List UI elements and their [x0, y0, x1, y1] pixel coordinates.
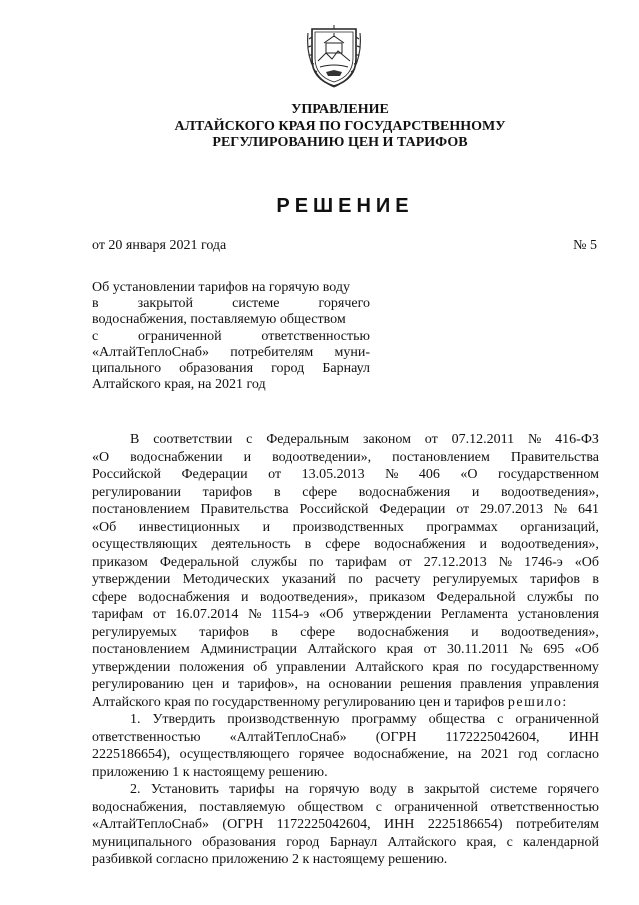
- body-word: горячего: [547, 782, 599, 797]
- subject-line: [92, 361, 370, 377]
- body-word: утверждении: [352, 607, 432, 622]
- body-word: Российской: [92, 467, 161, 482]
- body-word: на: [457, 747, 472, 762]
- body-word: об: [253, 659, 268, 675]
- body-word: тарифов: [202, 484, 253, 500]
- body-word: государственному: [491, 659, 599, 675]
- body-word: государственном: [498, 467, 599, 482]
- body-word: постановлением: [392, 449, 490, 465]
- body-word: ИНН: [568, 729, 599, 745]
- body-word: Алтайского: [387, 834, 457, 850]
- document-number: № 5: [573, 238, 597, 253]
- subject-word: системе: [232, 296, 280, 312]
- body-line: [92, 589, 599, 607]
- body-word: «Об: [318, 607, 344, 622]
- body-line: [92, 816, 599, 834]
- paragraph-preamble: [92, 431, 599, 711]
- body-word: Регламента: [440, 607, 509, 622]
- body-word: 641: [577, 502, 599, 517]
- body-word: по: [584, 589, 599, 605]
- body-word: и: [221, 677, 230, 692]
- subject-word: «АлтайТеплоСнаб»: [92, 344, 209, 360]
- body-word: водоснабжение,: [353, 747, 449, 762]
- body-word: постановлением: [92, 642, 190, 657]
- body-word: края: [386, 642, 414, 657]
- body-word: с: [497, 712, 504, 727]
- body-line: [92, 641, 599, 659]
- body-word: от: [423, 642, 437, 657]
- body-word: по: [309, 554, 324, 570]
- body-word: №: [519, 642, 533, 657]
- body-word: постановлением: [92, 502, 190, 517]
- body-word: и: [479, 537, 487, 552]
- body-word: 1154-э: [271, 607, 310, 622]
- body-word: 1746-э: [524, 554, 563, 570]
- body-word: потребителям: [515, 817, 599, 832]
- body-word: утверждении: [92, 572, 171, 587]
- header-line-1: УПРАВЛЕНИЕ: [291, 102, 389, 117]
- body-word: водоотведения»,: [259, 589, 358, 605]
- body-word: законом: [363, 432, 411, 447]
- body-word: (ОГРН: [222, 817, 264, 832]
- subject-line: [92, 329, 370, 345]
- body-word: муниципального: [92, 834, 192, 850]
- body-word: приказом: [369, 589, 426, 605]
- body-line: [92, 431, 599, 449]
- subject-word: ответственностью: [261, 328, 370, 344]
- body-word: водоснабжения: [358, 484, 451, 500]
- body-word: 2021: [480, 747, 509, 762]
- body-word: в: [273, 484, 281, 500]
- body-word: 16.07.2014: [175, 607, 239, 622]
- body-word: по: [348, 572, 363, 587]
- body-word: ограниченной: [515, 712, 599, 727]
- body-word: водоснабжения: [138, 589, 230, 605]
- body-word: 406: [418, 467, 440, 482]
- body-word: 2225186654): [427, 817, 503, 832]
- body-word: Правительства: [510, 449, 599, 465]
- body-word: программах: [426, 519, 498, 535]
- subject-word: Барнаул: [322, 361, 370, 377]
- body-word: тарифов: [199, 624, 249, 640]
- paragraph-item-2: [92, 781, 599, 869]
- body-word: сфере: [92, 589, 127, 605]
- body-word: производственных: [292, 519, 404, 535]
- body-word: от: [268, 467, 282, 482]
- body-word: организаций,: [520, 519, 599, 535]
- body-word: установления: [517, 607, 599, 622]
- decision-word: решило:: [507, 694, 568, 710]
- body-word: регулированию: [92, 677, 184, 692]
- subject-word: образования: [179, 361, 254, 377]
- body-word: «Об: [574, 554, 599, 570]
- subject-line: водоснабжения, поставляемую обществом: [92, 312, 346, 328]
- body-word: утверждении: [92, 659, 171, 675]
- body-word: с: [506, 834, 513, 850]
- body-word: тарифов: [530, 572, 580, 587]
- body-word: деятельность: [211, 537, 291, 552]
- body-word: «Об: [92, 519, 117, 535]
- body-word: Утвердить: [152, 712, 216, 727]
- subject-word: ограниченной: [137, 328, 222, 344]
- body-word: Алтайского: [307, 642, 377, 657]
- body-word: и: [471, 484, 480, 500]
- body-word: ответственностью: [92, 729, 201, 745]
- body-word: 416-ФЗ: [555, 432, 599, 447]
- body-word: 27.12.2013: [423, 554, 487, 570]
- body-word: водоснабжения,: [92, 799, 187, 815]
- body-word: сфере: [300, 624, 336, 640]
- body-word: цен: [192, 677, 214, 692]
- body-word: приказом: [92, 554, 148, 570]
- subject-line: Алтайского края, на 2021 год: [92, 377, 266, 393]
- body-word: водоснабжении: [130, 449, 223, 465]
- body-word: регулируемых: [432, 572, 518, 587]
- body-word: согласно: [546, 747, 599, 762]
- body-word: 07.12.2011: [451, 432, 515, 447]
- body-word: 13.05.2013: [301, 467, 365, 482]
- document-title: РЕШЕНИЕ: [276, 195, 414, 217]
- body-word: указаний: [281, 572, 336, 587]
- body-word: 1172225042604,: [276, 817, 371, 832]
- body-word: ограниченной: [394, 799, 479, 815]
- body-word: ответственностью: [490, 799, 599, 815]
- body-word: Алтайского: [354, 659, 424, 675]
- body-word: в: [271, 624, 278, 640]
- subject-line: Об установлении тарифов на горячую воду: [92, 280, 350, 295]
- body-word: сфере: [302, 484, 338, 500]
- subject-word: с: [92, 328, 99, 344]
- body-word: решения: [400, 677, 452, 692]
- body-word: Установить: [150, 782, 219, 797]
- body-word: тарифов»,: [237, 677, 298, 692]
- body-word: сфере: [325, 537, 361, 552]
- body-line: [92, 729, 599, 747]
- body-word: осуществляющих: [92, 537, 198, 552]
- body-word: соответствии: [153, 432, 233, 447]
- body-word: водоотведения»,: [500, 537, 599, 552]
- body-word: и: [471, 624, 479, 640]
- body-word: водоотведения»,: [500, 484, 599, 500]
- body-word: воду: [369, 782, 397, 797]
- body-line: разбивкой согласно приложению 2 к настоящему решению.: [92, 852, 448, 867]
- body-line: [92, 449, 599, 467]
- body-word: 1172225042604,: [445, 729, 540, 745]
- body-word: края,: [466, 834, 497, 850]
- body-word: 29.07.2013: [479, 502, 543, 517]
- body-word: на: [306, 677, 321, 692]
- body-line: [92, 711, 599, 729]
- body-word: службы: [527, 589, 574, 605]
- body-word: Федерации: [181, 467, 248, 482]
- body-line: [92, 799, 599, 817]
- body-word: «АлтайТеплоСнаб»: [229, 729, 347, 745]
- body-word: поставляемую: [199, 799, 286, 815]
- body-word: Барнаул: [329, 834, 378, 850]
- document-body: [92, 431, 599, 869]
- body-line: [92, 624, 599, 642]
- authority-header: [90, 102, 590, 152]
- body-word: водоснабжения: [357, 624, 449, 640]
- subject-word: потребителям: [230, 344, 314, 360]
- body-word: горячее: [298, 747, 345, 762]
- body-word: календарной: [523, 834, 599, 850]
- body-word: программу: [351, 712, 417, 727]
- body-word: от: [424, 432, 438, 447]
- body-word: от: [152, 607, 166, 622]
- body-line: [92, 501, 599, 519]
- body-word: Федеральным: [266, 432, 350, 447]
- body-word: системе: [489, 782, 538, 797]
- body-word: обществом: [297, 799, 364, 815]
- body-line: [92, 466, 599, 484]
- body-word: образования: [202, 834, 276, 850]
- body-word: водоотведении»,: [272, 449, 372, 465]
- body-word: Федерации: [379, 502, 446, 517]
- subject-line: [92, 296, 370, 312]
- body-word: (ОГРН: [375, 729, 417, 745]
- coat-of-arms-emblem: [306, 23, 362, 89]
- body-word: общества: [428, 712, 486, 727]
- subject-word: город: [271, 361, 305, 377]
- body-word: В: [130, 432, 140, 447]
- body-word: и: [243, 449, 252, 465]
- body-line: [92, 484, 599, 502]
- body-word: регулировании: [92, 484, 181, 500]
- body-word: края: [432, 659, 459, 675]
- header-line-3: РЕГУЛИРОВАНИЮ ЦЕН И ТАРИФОВ: [212, 135, 468, 150]
- body-word: 695: [543, 642, 565, 657]
- header-line-2: АЛТАЙСКОГО КРАЯ ПО ГОСУДАРСТВЕННОМУ: [174, 118, 506, 134]
- body-word: в: [304, 537, 312, 552]
- body-line: приложению 1 к настоящему решению.: [92, 764, 328, 780]
- body-line: [92, 519, 599, 537]
- body-word: №: [498, 554, 513, 570]
- body-word: в: [592, 572, 599, 587]
- body-line: [92, 694, 599, 712]
- body-word: тарифам: [92, 607, 144, 622]
- body-word: с: [375, 799, 383, 815]
- body-word: Российской: [299, 502, 369, 517]
- body-word: инвестиционных: [138, 519, 241, 535]
- body-word: с: [246, 432, 253, 447]
- subject-word: муни-: [334, 344, 370, 360]
- body-word: №: [248, 607, 262, 622]
- body-word: №: [553, 502, 568, 517]
- body-word: осуществляющего: [179, 747, 290, 762]
- document-date: от 20 января 2021 года: [92, 238, 227, 253]
- body-line: [92, 536, 599, 554]
- body-word: ИНН: [384, 817, 415, 832]
- body-word: №: [385, 467, 399, 482]
- body-word: год: [518, 747, 538, 762]
- body-word: правления: [460, 677, 522, 692]
- body-word: управлении: [276, 659, 346, 675]
- body-text: Алтайского края по государственному регулированию цен и тарифов: [92, 694, 508, 710]
- body-line: [92, 659, 599, 677]
- document-subject: [92, 280, 370, 393]
- body-word: производственную: [227, 712, 340, 727]
- body-word: Методических: [182, 572, 270, 587]
- body-word: 2225186654),: [92, 747, 171, 762]
- body-word: регулируемых: [92, 624, 177, 640]
- body-word: в: [407, 782, 414, 797]
- body-word: «О: [92, 449, 110, 465]
- body-word: на: [284, 782, 299, 797]
- body-word: водоотведения»,: [500, 624, 599, 640]
- body-word: закрытой: [424, 782, 480, 797]
- body-word: 30.11.2011: [446, 642, 509, 657]
- body-word: службы: [251, 554, 298, 570]
- body-word: Администрации: [200, 642, 297, 657]
- body-word: расчету: [375, 572, 421, 587]
- body-word: от: [398, 554, 412, 570]
- body-word: основании: [328, 677, 392, 692]
- body-word: положения: [179, 659, 245, 675]
- body-word: и: [241, 589, 249, 605]
- body-word: Правительства: [200, 502, 289, 517]
- body-word: «АлтайТеплоСнаб»: [92, 817, 209, 832]
- body-word: Федеральной: [159, 554, 239, 570]
- body-word: горячую: [309, 782, 360, 797]
- body-word: 2.: [130, 782, 141, 797]
- body-word: тарифам: [335, 554, 387, 570]
- subject-word: закрытой: [137, 296, 194, 312]
- subject-word: в: [92, 296, 99, 312]
- body-line: [92, 676, 599, 694]
- body-word: управления: [530, 677, 599, 692]
- paragraph-item-1: [92, 711, 599, 781]
- body-line: [92, 834, 599, 852]
- body-word: по: [467, 659, 483, 675]
- body-word: «О: [460, 467, 478, 482]
- subject-word: горячего: [318, 296, 370, 312]
- subject-line: [92, 345, 370, 361]
- body-word: и: [262, 519, 271, 535]
- body-word: Федеральной: [436, 589, 516, 605]
- body-word: «Об: [574, 642, 599, 657]
- body-line: [92, 781, 599, 799]
- body-word: №: [527, 432, 542, 447]
- body-line: [92, 746, 599, 764]
- body-word: 1.: [130, 712, 141, 727]
- body-word: водоснабжения: [374, 537, 466, 552]
- body-line: [92, 554, 599, 572]
- subject-word: ципального: [92, 361, 162, 377]
- body-word: от: [456, 502, 470, 517]
- body-line: [92, 571, 599, 589]
- body-word: город: [286, 834, 320, 850]
- body-line: [92, 606, 599, 624]
- body-word: тарифы: [229, 782, 275, 797]
